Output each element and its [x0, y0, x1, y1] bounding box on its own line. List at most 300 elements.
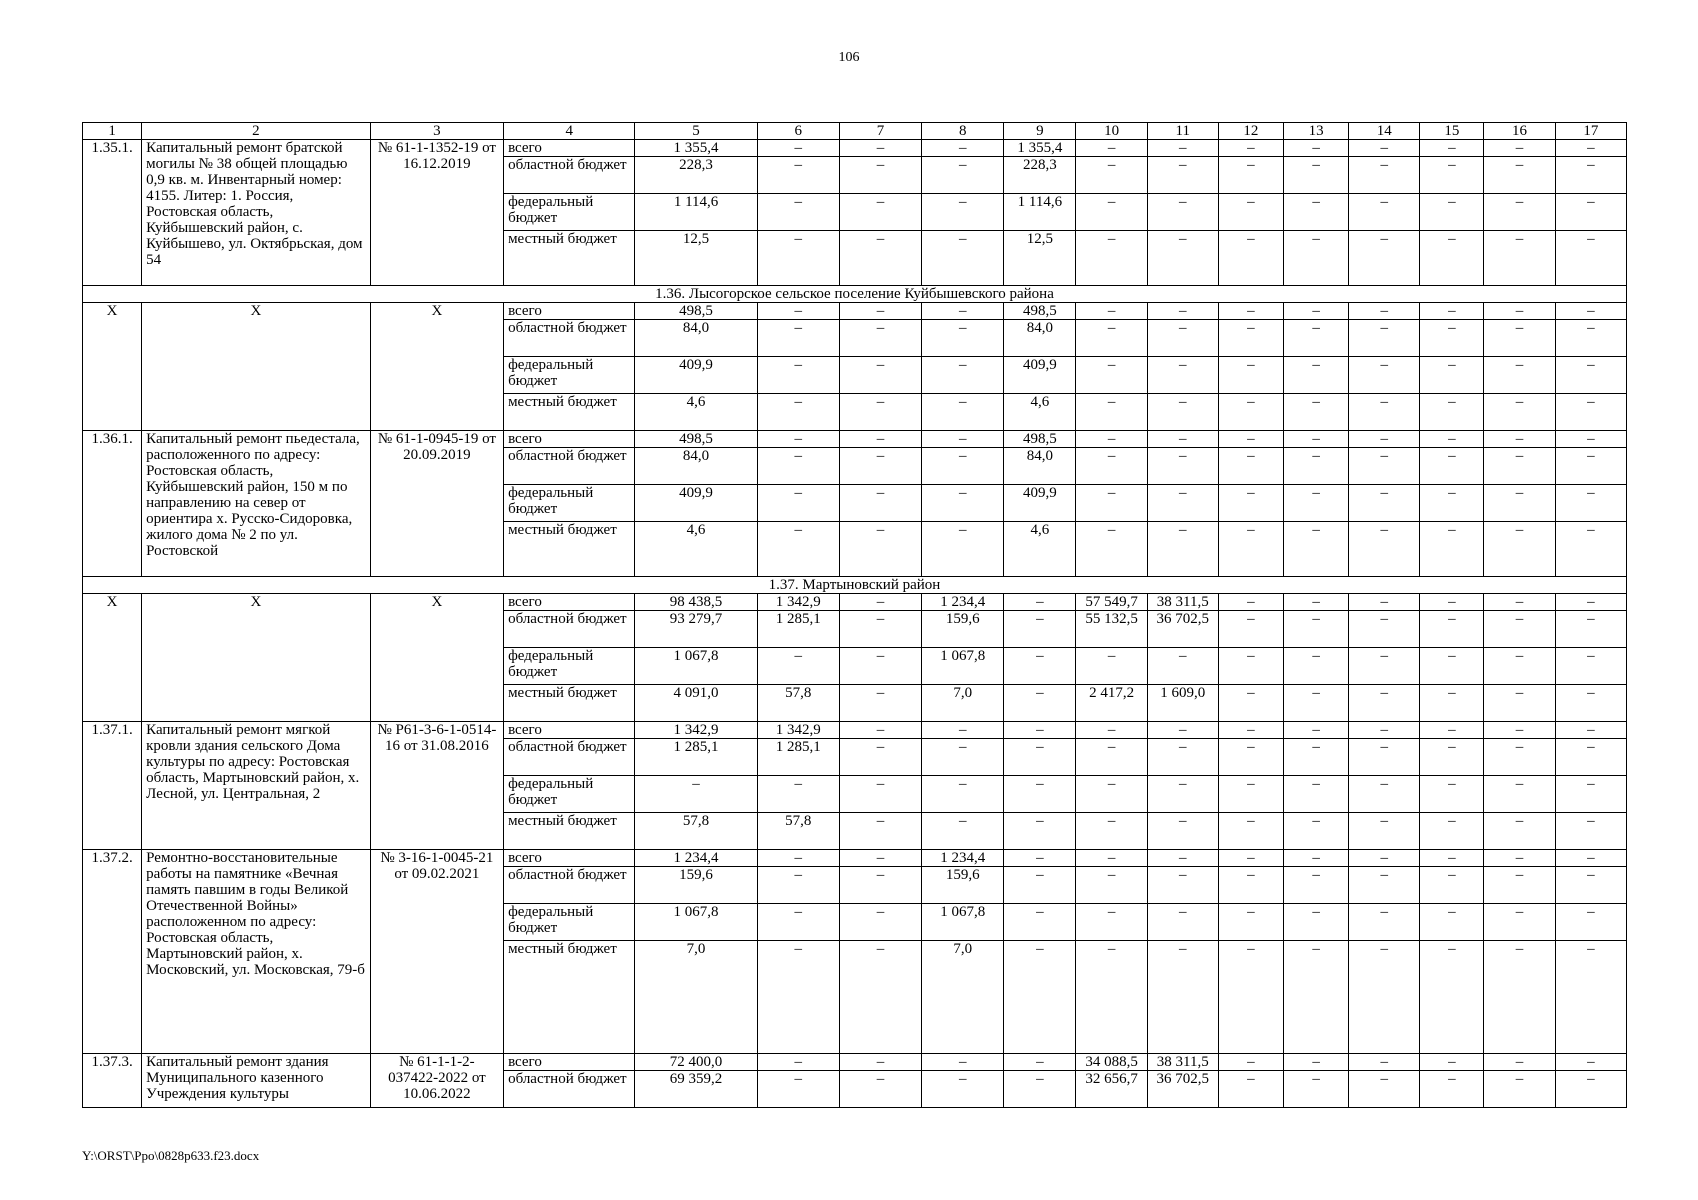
value-cell: – — [1349, 685, 1420, 722]
table-row — [83, 431, 1627, 448]
value-cell: – — [1349, 594, 1420, 611]
column-header: 7 — [839, 123, 921, 140]
budget-source: областной бюджет — [504, 739, 635, 776]
budget-table-container — [82, 122, 1627, 1108]
value-cell: – — [1420, 739, 1484, 776]
value-cell: – — [1349, 357, 1420, 394]
value-cell: 12,5 — [635, 231, 757, 286]
value-cell: – — [1004, 648, 1076, 685]
table-row — [83, 303, 1627, 320]
value-cell: – — [839, 303, 921, 320]
value-cell: – — [1484, 941, 1555, 1054]
column-header: 4 — [504, 123, 635, 140]
budget-source: федеральный бюджет — [504, 485, 635, 522]
value-cell: – — [1349, 157, 1420, 194]
value-cell: – — [1218, 941, 1283, 1054]
value-cell: – — [757, 357, 839, 394]
value-cell: – — [1218, 303, 1283, 320]
value-cell: – — [1004, 739, 1076, 776]
value-cell: – — [1349, 231, 1420, 286]
column-header: 1 — [83, 123, 142, 140]
value-cell: 1 114,6 — [1004, 194, 1076, 231]
value-cell: – — [839, 157, 921, 194]
value-cell: – — [1147, 904, 1218, 941]
value-cell: – — [1218, 157, 1283, 194]
value-cell: – — [1218, 231, 1283, 286]
value-cell: – — [1349, 1071, 1420, 1108]
value-cell: – — [1420, 394, 1484, 431]
value-cell: – — [839, 522, 921, 577]
value-cell: – — [1218, 485, 1283, 522]
table-row — [83, 1054, 1627, 1071]
item-document: № 61-1-1-2-037422-2022 от 10.06.2022 — [370, 1054, 503, 1108]
value-cell: 159,6 — [922, 611, 1004, 648]
budget-source: областной бюджет — [504, 1071, 635, 1108]
value-cell: – — [1555, 448, 1626, 485]
value-cell: – — [1484, 685, 1555, 722]
value-cell: – — [1004, 850, 1076, 867]
value-cell: – — [1420, 904, 1484, 941]
value-cell: – — [1420, 594, 1484, 611]
budget-table — [82, 122, 1627, 1108]
budget-source: областной бюджет — [504, 867, 635, 904]
value-cell: – — [1218, 867, 1283, 904]
item-description: Капитальный ремонт братской могилы № 38 общей площадью 0,9 кв. м. Инвентарный номер: 4155. Литер: 1. Россия, Ростовская область, Куйбышевский район, с. Куйбышево, ул. Октябрьская, дом 54 — [142, 140, 371, 286]
value-cell: – — [1218, 448, 1283, 485]
table-row — [83, 722, 1627, 739]
value-cell: – — [1076, 850, 1147, 867]
value-cell: 1 342,9 — [757, 722, 839, 739]
section-row — [83, 286, 1627, 303]
value-cell: – — [922, 739, 1004, 776]
budget-source: областной бюджет — [504, 611, 635, 648]
value-cell: – — [1147, 850, 1218, 867]
value-cell: – — [922, 448, 1004, 485]
value-cell: – — [922, 722, 1004, 739]
value-cell: – — [839, 320, 921, 357]
value-cell: – — [1218, 431, 1283, 448]
value-cell: 57,8 — [757, 685, 839, 722]
value-cell: 4 091,0 — [635, 685, 757, 722]
value-cell: 409,9 — [1004, 485, 1076, 522]
value-cell: – — [1218, 1054, 1283, 1071]
value-cell: – — [1420, 648, 1484, 685]
value-cell: – — [922, 1054, 1004, 1071]
value-cell: – — [1349, 941, 1420, 1054]
value-cell: 228,3 — [635, 157, 757, 194]
value-cell: – — [922, 522, 1004, 577]
value-cell: – — [1147, 522, 1218, 577]
value-cell: – — [839, 739, 921, 776]
value-cell: – — [1484, 1071, 1555, 1108]
value-cell: – — [1349, 648, 1420, 685]
budget-source: местный бюджет — [504, 813, 635, 850]
value-cell: – — [1004, 594, 1076, 611]
value-cell: 1 067,8 — [922, 904, 1004, 941]
item-description: Капитальный ремонт здания Муниципального казенного Учреждения культуры — [142, 1054, 371, 1108]
value-cell: – — [1218, 357, 1283, 394]
item-number: 1.36.1. — [83, 431, 142, 577]
value-cell: – — [922, 157, 1004, 194]
value-cell: 1 067,8 — [635, 904, 757, 941]
value-cell: – — [1555, 941, 1626, 1054]
value-cell: – — [1147, 394, 1218, 431]
value-cell: – — [1484, 320, 1555, 357]
value-cell: – — [922, 320, 1004, 357]
value-cell: – — [1283, 648, 1348, 685]
value-cell: – — [1004, 685, 1076, 722]
value-cell: – — [757, 850, 839, 867]
value-cell: – — [839, 357, 921, 394]
value-cell: – — [1283, 685, 1348, 722]
value-cell: – — [839, 648, 921, 685]
value-cell: – — [1004, 611, 1076, 648]
value-cell: – — [922, 431, 1004, 448]
item-number: 1.35.1. — [83, 140, 142, 286]
value-cell: – — [1283, 850, 1348, 867]
value-cell: – — [922, 813, 1004, 850]
value-cell: – — [1349, 394, 1420, 431]
budget-source: всего — [504, 850, 635, 867]
value-cell: 4,6 — [635, 394, 757, 431]
value-cell: – — [1484, 231, 1555, 286]
item-description: X — [142, 303, 371, 431]
value-cell: – — [1218, 394, 1283, 431]
value-cell: – — [1218, 722, 1283, 739]
value-cell: – — [839, 867, 921, 904]
value-cell: – — [1147, 320, 1218, 357]
value-cell: – — [1283, 303, 1348, 320]
value-cell: – — [922, 231, 1004, 286]
item-description: X — [142, 594, 371, 722]
value-cell: 4,6 — [1004, 522, 1076, 577]
value-cell: – — [1147, 357, 1218, 394]
value-cell: 84,0 — [1004, 320, 1076, 357]
budget-source: местный бюджет — [504, 941, 635, 1054]
value-cell: – — [757, 194, 839, 231]
value-cell: – — [757, 485, 839, 522]
item-document: № 61-1-0945-19 от 20.09.2019 — [370, 431, 503, 577]
budget-source: федеральный бюджет — [504, 194, 635, 231]
value-cell: – — [757, 320, 839, 357]
value-cell: 32 656,7 — [1076, 1071, 1147, 1108]
value-cell: – — [1283, 485, 1348, 522]
value-cell: – — [1420, 776, 1484, 813]
value-cell: – — [1076, 485, 1147, 522]
value-cell: – — [1555, 722, 1626, 739]
value-cell: – — [1555, 194, 1626, 231]
value-cell: 1 234,4 — [922, 850, 1004, 867]
column-header: 6 — [757, 123, 839, 140]
value-cell: – — [1555, 320, 1626, 357]
value-cell: – — [1076, 320, 1147, 357]
item-number: 1.37.1. — [83, 722, 142, 850]
value-cell: – — [1349, 303, 1420, 320]
table-row — [83, 594, 1627, 611]
value-cell: – — [635, 776, 757, 813]
value-cell: 1 067,8 — [922, 648, 1004, 685]
value-cell: – — [1283, 320, 1348, 357]
value-cell: – — [1076, 157, 1147, 194]
value-cell: – — [1555, 904, 1626, 941]
value-cell: – — [1076, 941, 1147, 1054]
value-cell: – — [1218, 648, 1283, 685]
value-cell: – — [1147, 231, 1218, 286]
value-cell: 159,6 — [922, 867, 1004, 904]
value-cell: 1 285,1 — [757, 739, 839, 776]
budget-source: федеральный бюджет — [504, 648, 635, 685]
item-number: X — [83, 303, 142, 431]
value-cell: – — [1420, 357, 1484, 394]
item-document: № 3-16-1-0045-21 от 09.02.2021 — [370, 850, 503, 1054]
value-cell: – — [1283, 904, 1348, 941]
item-number: X — [83, 594, 142, 722]
budget-source: местный бюджет — [504, 394, 635, 431]
value-cell: 4,6 — [1004, 394, 1076, 431]
value-cell: – — [1555, 594, 1626, 611]
value-cell: – — [1484, 648, 1555, 685]
value-cell: 1 234,4 — [922, 594, 1004, 611]
value-cell: 1 355,4 — [1004, 140, 1076, 157]
value-cell: – — [1484, 357, 1555, 394]
value-cell: 38 311,5 — [1147, 594, 1218, 611]
column-header: 12 — [1218, 123, 1283, 140]
value-cell: 1 285,1 — [757, 611, 839, 648]
value-cell: – — [1349, 867, 1420, 904]
value-cell: – — [1147, 739, 1218, 776]
value-cell: – — [1420, 685, 1484, 722]
value-cell: – — [1076, 194, 1147, 231]
value-cell: – — [839, 776, 921, 813]
table-body — [83, 123, 1627, 1108]
item-description: Капитальный ремонт мягкой кровли здания сельского Дома культуры по адресу: Ростовская область, Мартыновский район, х. Лесной, ул. Центральная, 2 — [142, 722, 371, 850]
budget-source: местный бюджет — [504, 231, 635, 286]
value-cell: – — [1147, 140, 1218, 157]
column-header: 15 — [1420, 123, 1484, 140]
item-document: X — [370, 594, 503, 722]
value-cell: 84,0 — [635, 320, 757, 357]
table-row — [83, 140, 1627, 157]
value-cell: – — [1076, 140, 1147, 157]
column-header: 10 — [1076, 123, 1147, 140]
value-cell: – — [1218, 522, 1283, 577]
value-cell: – — [1076, 904, 1147, 941]
value-cell: – — [1283, 394, 1348, 431]
value-cell: – — [1349, 776, 1420, 813]
value-cell: – — [1147, 194, 1218, 231]
column-header: 13 — [1283, 123, 1348, 140]
value-cell: 55 132,5 — [1076, 611, 1147, 648]
value-cell: – — [922, 776, 1004, 813]
value-cell: – — [839, 394, 921, 431]
value-cell: – — [1420, 813, 1484, 850]
value-cell: – — [1218, 739, 1283, 776]
value-cell: 93 279,7 — [635, 611, 757, 648]
value-cell: – — [1555, 1054, 1626, 1071]
column-header: 16 — [1484, 123, 1555, 140]
column-header: 14 — [1349, 123, 1420, 140]
value-cell: – — [1076, 448, 1147, 485]
section-title: 1.36. Лысогорское сельское поселение Куйбышевского района — [83, 286, 1627, 303]
value-cell: – — [757, 867, 839, 904]
value-cell: – — [1484, 431, 1555, 448]
value-cell: – — [1349, 194, 1420, 231]
value-cell: – — [1076, 303, 1147, 320]
value-cell: 57,8 — [635, 813, 757, 850]
value-cell: – — [1555, 813, 1626, 850]
value-cell: – — [1484, 850, 1555, 867]
footer-file-path: Y:\ORST\Ppo\0828p633.f23.docx — [82, 1148, 260, 1163]
value-cell: – — [839, 1071, 921, 1108]
value-cell: – — [757, 776, 839, 813]
value-cell: – — [1420, 157, 1484, 194]
value-cell: 57,8 — [757, 813, 839, 850]
value-cell: – — [1147, 448, 1218, 485]
value-cell: – — [1218, 611, 1283, 648]
value-cell: 57 549,7 — [1076, 594, 1147, 611]
budget-source: всего — [504, 594, 635, 611]
value-cell: – — [1420, 303, 1484, 320]
value-cell: – — [1555, 739, 1626, 776]
value-cell: – — [1484, 594, 1555, 611]
header-row — [83, 123, 1627, 140]
value-cell: – — [1283, 776, 1348, 813]
value-cell: – — [1004, 722, 1076, 739]
value-cell: – — [1283, 157, 1348, 194]
value-cell: 159,6 — [635, 867, 757, 904]
column-header: 11 — [1147, 123, 1218, 140]
value-cell: – — [1420, 1071, 1484, 1108]
value-cell: – — [757, 941, 839, 1054]
value-cell: – — [1283, 194, 1348, 231]
value-cell: – — [1218, 320, 1283, 357]
value-cell: – — [1076, 813, 1147, 850]
value-cell: – — [1484, 904, 1555, 941]
value-cell: – — [757, 431, 839, 448]
value-cell: – — [839, 231, 921, 286]
value-cell: – — [1555, 140, 1626, 157]
value-cell: – — [1484, 776, 1555, 813]
value-cell: – — [1555, 357, 1626, 394]
value-cell: – — [1484, 1054, 1555, 1071]
value-cell: – — [1484, 722, 1555, 739]
value-cell: 1 114,6 — [635, 194, 757, 231]
value-cell: – — [1420, 867, 1484, 904]
budget-source: всего — [504, 303, 635, 320]
value-cell: – — [922, 194, 1004, 231]
value-cell: – — [839, 594, 921, 611]
value-cell: – — [1218, 776, 1283, 813]
value-cell: 7,0 — [635, 941, 757, 1054]
value-cell: – — [1420, 231, 1484, 286]
value-cell: – — [1484, 522, 1555, 577]
column-header: 3 — [370, 123, 503, 140]
value-cell: – — [1349, 431, 1420, 448]
column-header: 2 — [142, 123, 371, 140]
value-cell: 12,5 — [1004, 231, 1076, 286]
value-cell: – — [757, 394, 839, 431]
value-cell: – — [1283, 1054, 1348, 1071]
value-cell: 84,0 — [1004, 448, 1076, 485]
table-row — [83, 850, 1627, 867]
value-cell: – — [1004, 867, 1076, 904]
value-cell: – — [839, 448, 921, 485]
value-cell: – — [1283, 1071, 1348, 1108]
value-cell: – — [1349, 739, 1420, 776]
value-cell: – — [1283, 722, 1348, 739]
value-cell: – — [1555, 776, 1626, 813]
value-cell: – — [1147, 431, 1218, 448]
value-cell: – — [1420, 850, 1484, 867]
value-cell: 498,5 — [635, 431, 757, 448]
value-cell: – — [757, 904, 839, 941]
value-cell: – — [1147, 648, 1218, 685]
value-cell: – — [1555, 485, 1626, 522]
value-cell: 409,9 — [635, 485, 757, 522]
value-cell: – — [1555, 231, 1626, 286]
value-cell: – — [1147, 813, 1218, 850]
value-cell: – — [1484, 303, 1555, 320]
value-cell: – — [1218, 813, 1283, 850]
value-cell: – — [1283, 941, 1348, 1054]
value-cell: – — [839, 1054, 921, 1071]
value-cell: – — [1004, 776, 1076, 813]
value-cell: – — [1218, 1071, 1283, 1108]
value-cell: – — [1004, 904, 1076, 941]
value-cell: – — [1076, 648, 1147, 685]
value-cell: – — [839, 722, 921, 739]
item-number: 1.37.3. — [83, 1054, 142, 1108]
value-cell: – — [1420, 1054, 1484, 1071]
value-cell: – — [839, 194, 921, 231]
value-cell: – — [1349, 140, 1420, 157]
value-cell: 1 067,8 — [635, 648, 757, 685]
value-cell: 36 702,5 — [1147, 1071, 1218, 1108]
value-cell: – — [1218, 850, 1283, 867]
value-cell: 409,9 — [635, 357, 757, 394]
value-cell: – — [1555, 648, 1626, 685]
value-cell: – — [1484, 140, 1555, 157]
budget-source: местный бюджет — [504, 522, 635, 577]
value-cell: – — [1076, 522, 1147, 577]
value-cell: – — [1349, 850, 1420, 867]
value-cell: – — [1004, 813, 1076, 850]
value-cell: – — [922, 394, 1004, 431]
value-cell: – — [1147, 941, 1218, 1054]
value-cell: 2 417,2 — [1076, 685, 1147, 722]
value-cell: – — [1076, 722, 1147, 739]
budget-source: всего — [504, 1054, 635, 1071]
item-document: X — [370, 303, 503, 431]
column-header: 5 — [635, 123, 757, 140]
value-cell: 1 234,4 — [635, 850, 757, 867]
item-document: № Р61-3-6-1-0514-16 от 31.08.2016 — [370, 722, 503, 850]
value-cell: – — [1283, 357, 1348, 394]
value-cell: – — [1484, 394, 1555, 431]
value-cell: 1 342,9 — [635, 722, 757, 739]
value-cell: – — [1484, 867, 1555, 904]
value-cell: – — [1076, 357, 1147, 394]
value-cell: – — [1555, 850, 1626, 867]
value-cell: – — [839, 685, 921, 722]
value-cell: – — [1283, 431, 1348, 448]
value-cell: – — [1147, 303, 1218, 320]
value-cell: – — [1420, 431, 1484, 448]
section-title: 1.37. Мартыновский район — [83, 577, 1627, 594]
budget-source: областной бюджет — [504, 157, 635, 194]
value-cell: – — [1555, 1071, 1626, 1108]
value-cell: – — [757, 140, 839, 157]
